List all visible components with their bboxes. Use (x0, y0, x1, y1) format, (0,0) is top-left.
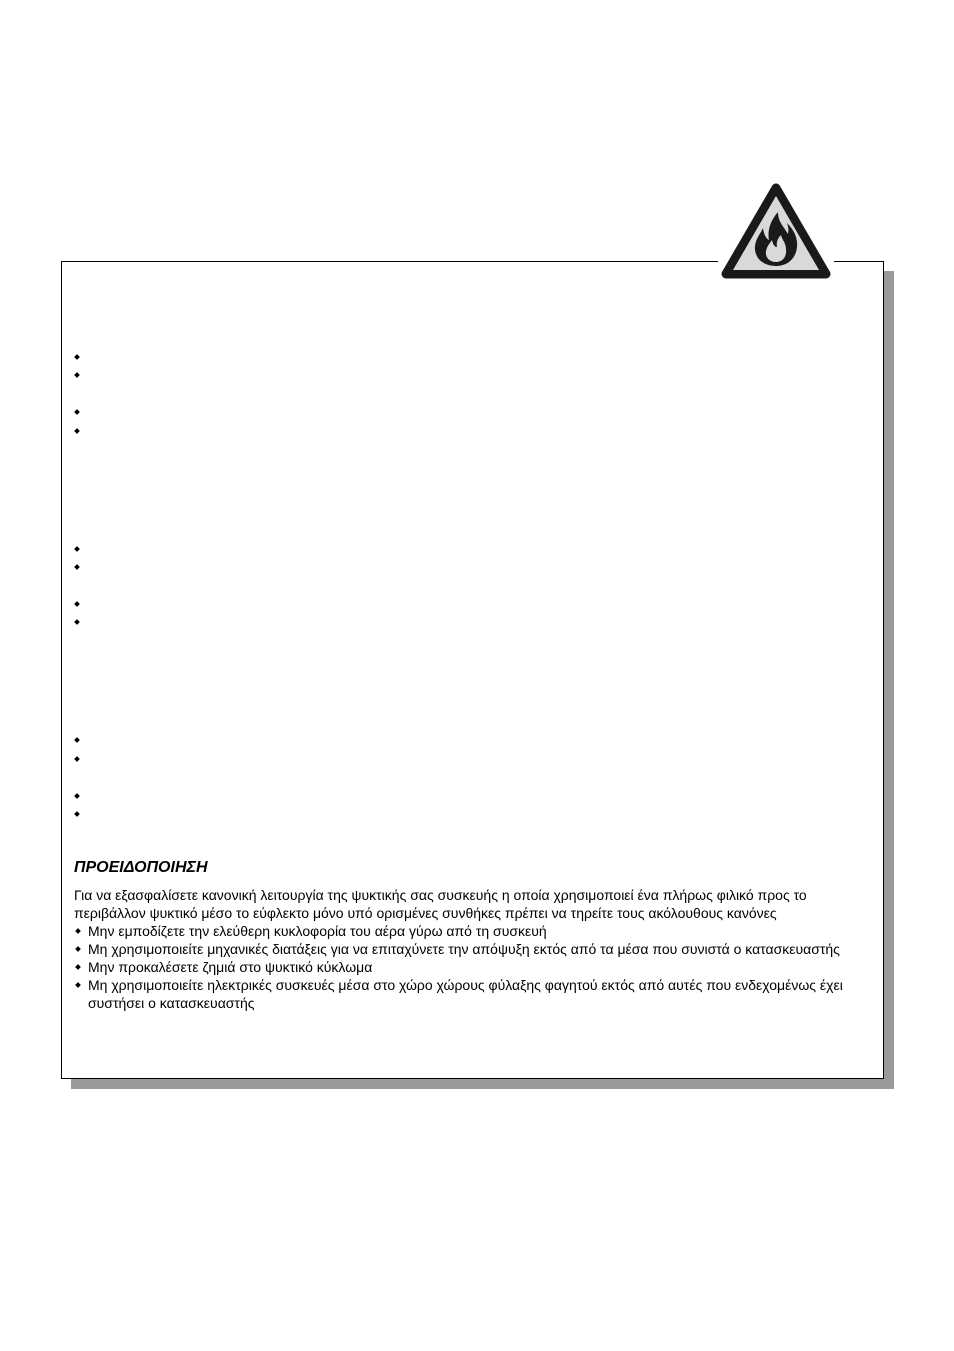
empty-bullet (74, 793, 82, 801)
rule-item: Μην εμποδίζετε την ελεύθερη κυκλοφορία του αέρα γύρω από τη συσκευή (74, 922, 864, 940)
warning-section (74, 858, 864, 1012)
empty-bullet (74, 564, 82, 572)
empty-bullet (74, 546, 82, 554)
rule-item: Μην προκαλέσετε ζημιά στο ψυκτικό κύκλωμα (74, 958, 864, 976)
empty-bullet (74, 409, 82, 417)
empty-bullet (74, 354, 82, 362)
flammable-warning-icon (718, 182, 834, 282)
empty-bullet (74, 756, 82, 764)
rule-item: Μη χρησιμοποιείτε ηλεκτρικές συσκευές μέσα στο χώρο χώρους φύλαξης φαγητού εκτός από αυτές που ενδεχομένως έχει συστήσει ο κατασκευαστής (74, 976, 864, 1012)
warning-intro: Για να εξασφαλίσετε κανονική λειτουργία της ψυκτικής σας συσκευής η οποία χρησιμοποιεί ένα πλήρως φιλικό προς το περιβάλλον ψυκτικό μέσο το εύφλεκτο μόνο υπό ορισμένες συνθήκες πρέπει να τηρείτε τους ακόλουθους κανόνες (74, 887, 807, 921)
empty-bullet (74, 737, 82, 745)
empty-bullet (74, 619, 82, 627)
empty-bullet (74, 372, 82, 380)
empty-bullet (74, 428, 82, 436)
empty-bullet (74, 811, 82, 819)
warning-title: ΠΡΟΕΙΔΟΠΟΙΗΣΗ (74, 859, 208, 876)
rule-item: Μη χρησιμοποιείτε μηχανικές διατάξεις για να επιταχύνετε την απόψυξη εκτός από τα μέσα που συνιστά ο κατασκευαστής (74, 940, 864, 958)
warning-rules (74, 922, 864, 1012)
empty-bullet (74, 601, 82, 609)
